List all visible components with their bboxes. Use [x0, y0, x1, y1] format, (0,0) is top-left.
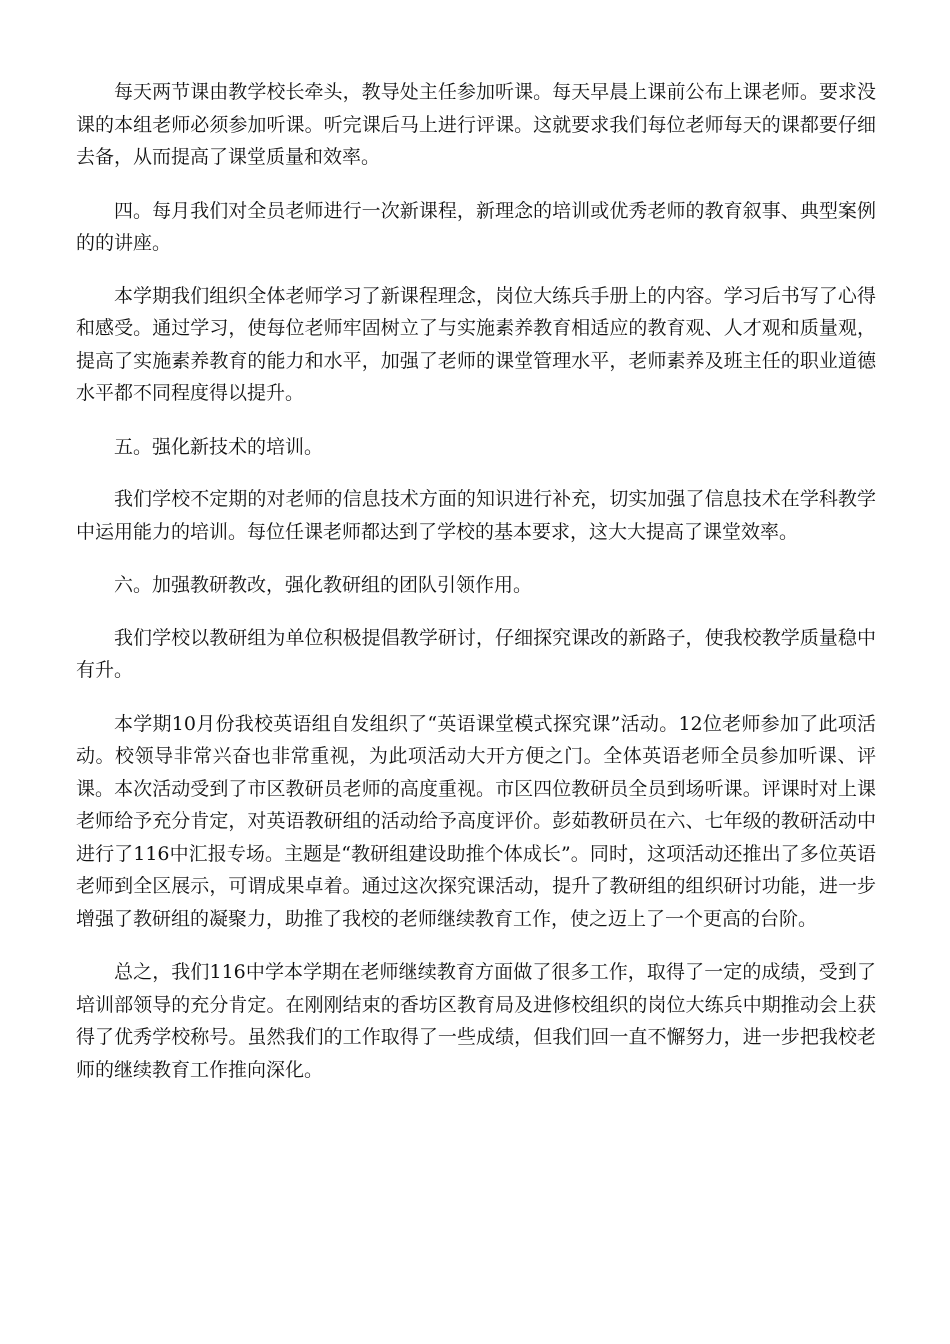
- document-page: [76, 76, 876, 1107]
- section-heading-four: 四。每月我们对全员老师进行一次新课程，新理念的培训或优秀老师的教育叙事、典型案例的的讲座。: [76, 199, 876, 254]
- section-heading-six: 六。加强教研教改，强化教研组的团队引领作用。: [114, 574, 533, 596]
- paragraph-research-groups: 我们学校以教研组为单位积极提倡教学研讨，仔细探究课改的新路子，使我校教学质量稳中有升。: [76, 626, 876, 681]
- paragraph-tech-training: 我们学校不定期的对老师的信息技术方面的知识进行补充，切实加强了信息技术在学科教学中运用能力的培训。每位任课老师都达到了学校的基本要求，这大大提高了课堂效率。: [76, 488, 876, 543]
- paragraph-lecture-schedule: 每天两节课由教学校长牵头，教导处主任参加听课。每天早晨上课前公布上课老师。要求没课的本组老师必须参加听课。听完课后马上进行评课。这就要求我们每位老师每天的课都要仔细去备，从而提高了课堂质量和效率。: [76, 81, 876, 168]
- paragraph-summary: 总之，我们116中学本学期在老师继续教育方面做了很多工作，取得了一定的成绩，受到了培训部领导的充分肯定。在刚刚结束的香坊区教育局及进修校组织的岗位大练兵中期推动会上获得了优秀学校称号。虽然我们的工作取得了一些成绩，但我们回一直不懈努力，进一步把我校老师的继续教育工作推向深化。: [76, 961, 876, 1081]
- section-heading-five: 五。强化新技术的培训。: [114, 435, 324, 458]
- paragraph-english-activity: 本学期10月份我校英语组自发组织了“英语课堂模式探究课”活动。12位老师参加了此项活动。校领导非常兴奋也非常重视，为此项活动大开方便之门。全体英语老师全员参加听课、评课。本次活动受到了市区教研员老师的高度重视。市区四位教研员全员到场听课。评课时对上课老师给予充分肯定，对英语教研组的活动给予高度评价。彭茹教研员在六、七年级的教研活动中进行了116中汇报专场。主题是“教研组建设助推个体成长”。同时，这项活动还推出了多位英语老师到全区展示，可谓成果卓着。通过这次探究课活动，提升了教研组的组织研讨功能，进一步增强了教研组的凝聚力，助推了我校的老师继续教育工作，使之迈上了一个更高的台阶。: [76, 712, 876, 930]
- paragraph-study-results: 本学期我们组织全体老师学习了新课程理念，岗位大练兵手册上的内容。学习后书写了心得和感受。通过学习，使每位老师牢固树立了与实施素养教育相适应的教育观、人才观和质量观，提高了实施素养教育的能力和水平，加强了老师的课堂管理水平，老师素养及班主任的职业道德水平都不同程度得以提升。: [76, 284, 876, 404]
